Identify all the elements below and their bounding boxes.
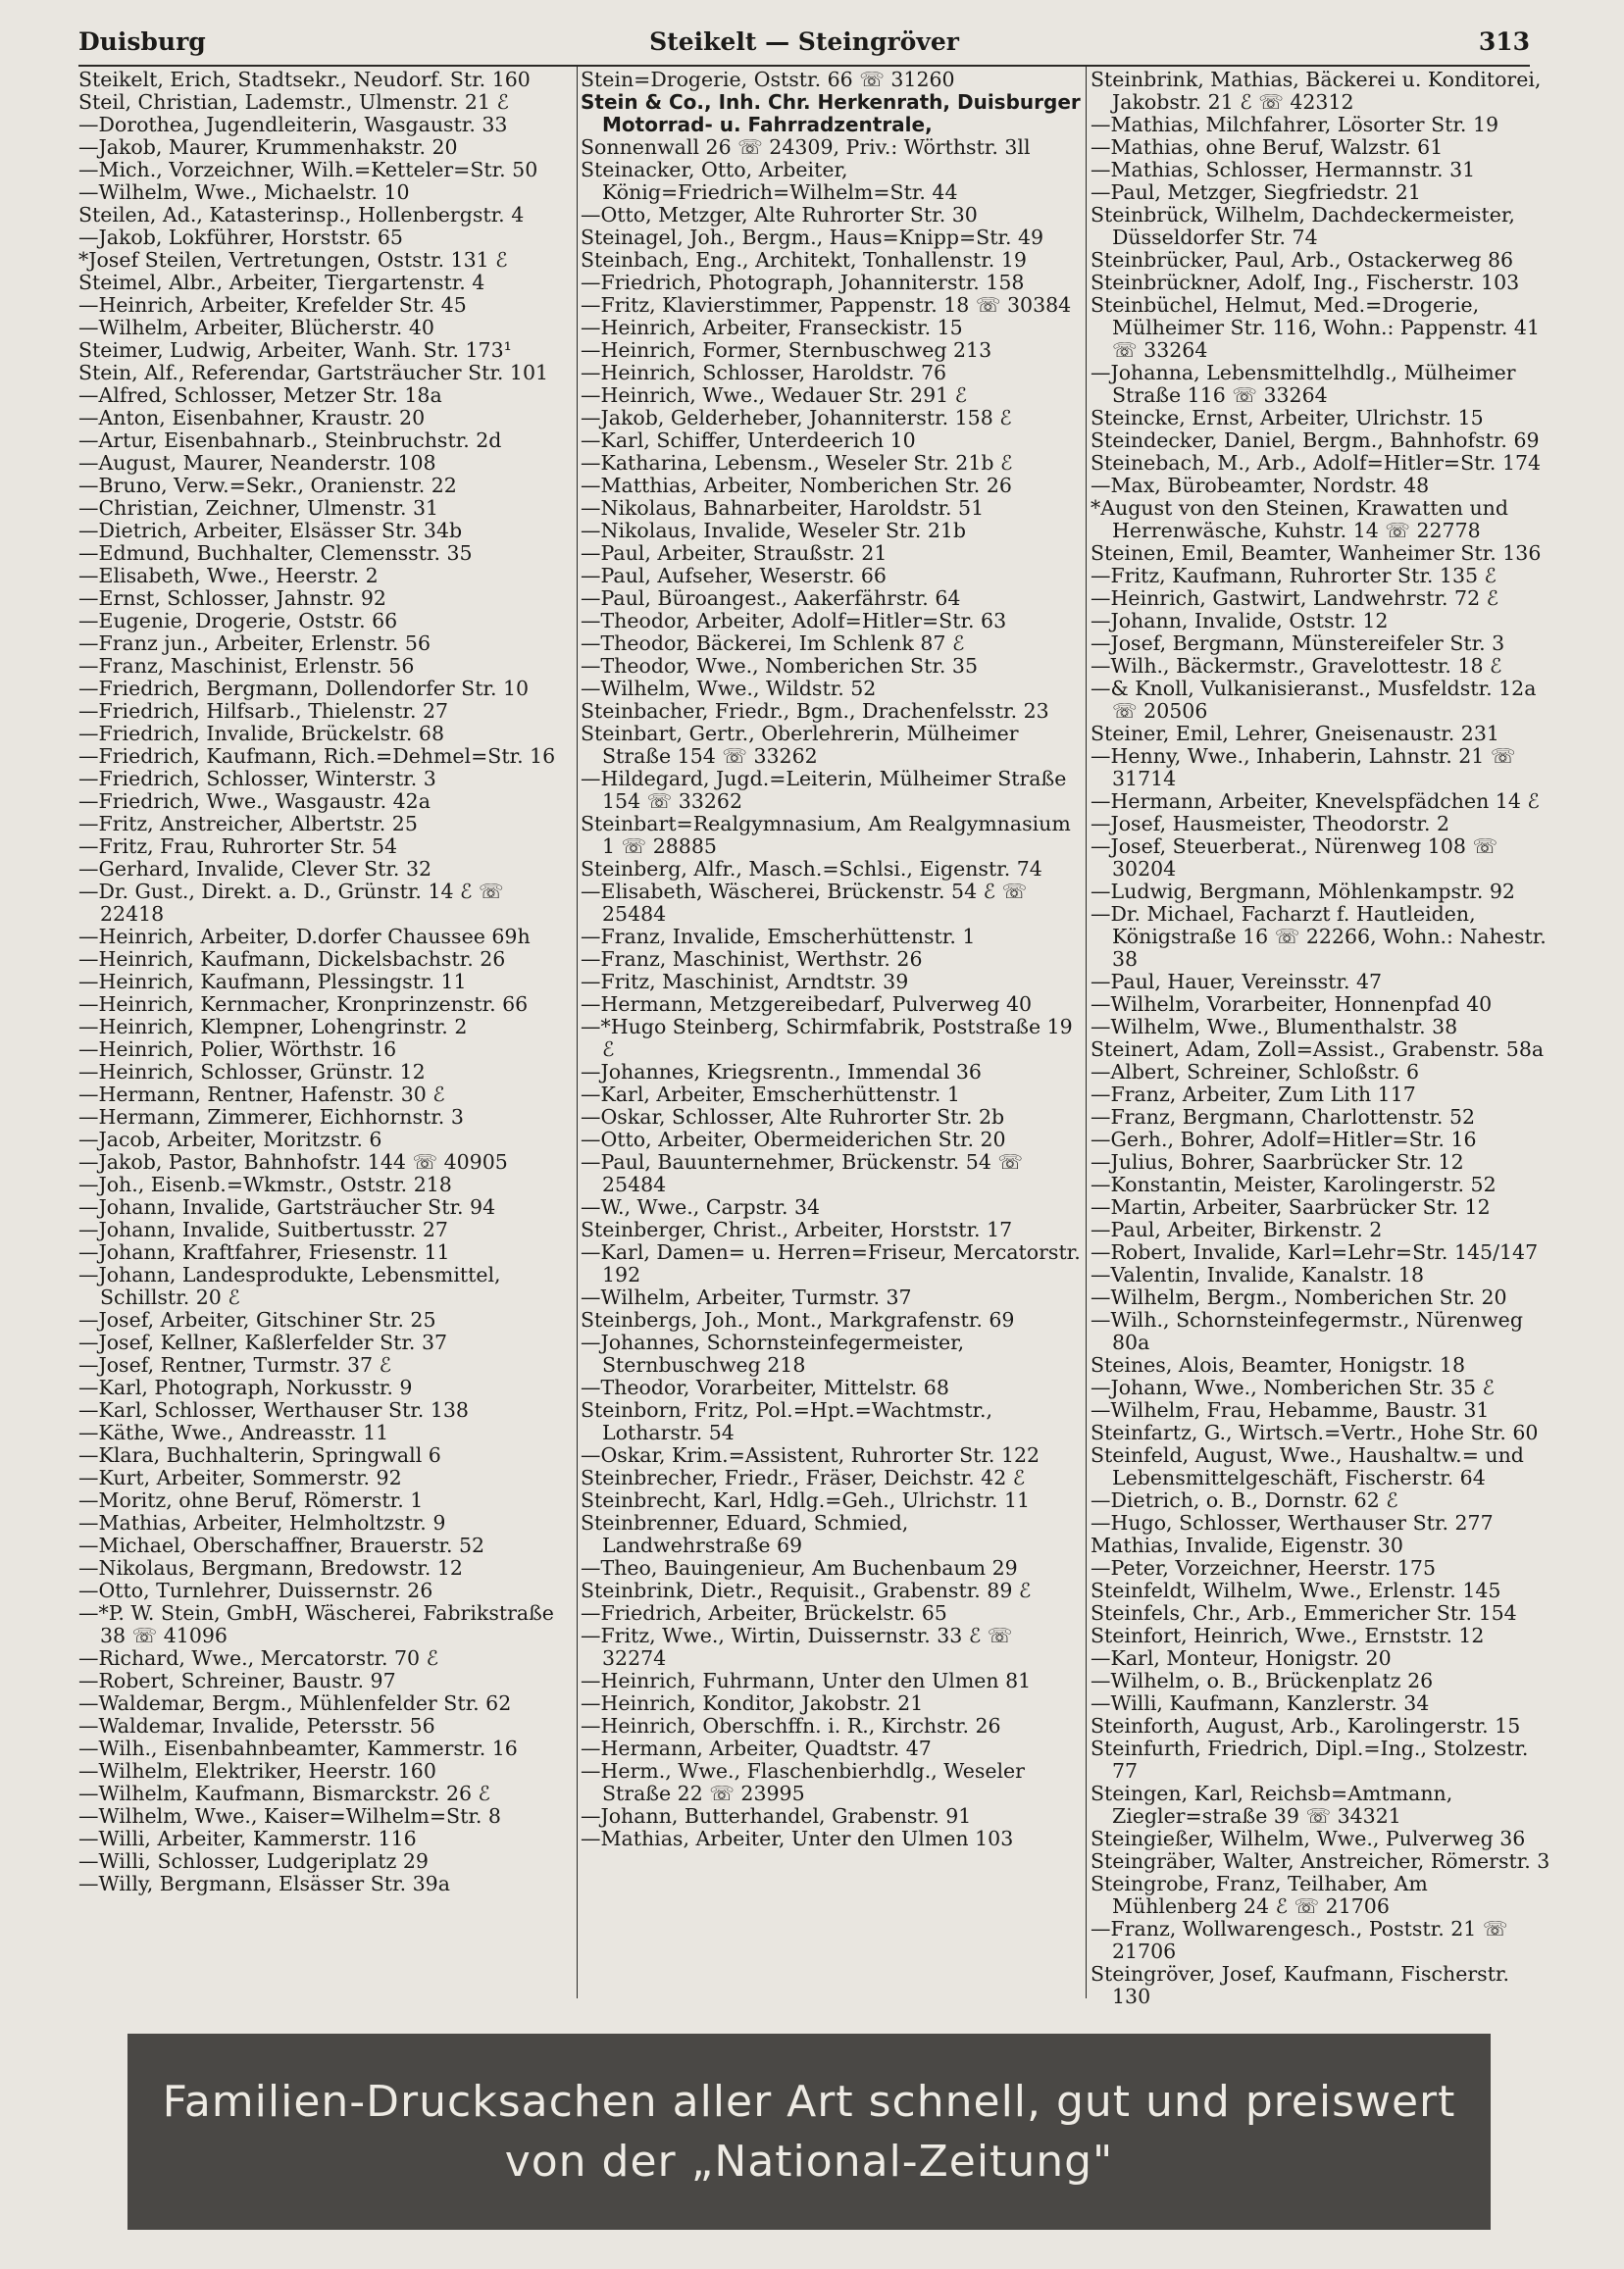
directory-entry: —Karl, Arbeiter, Emscherhüttenstr. 1	[581, 1083, 960, 1106]
directory-entry: —Franz, Arbeiter, Zum Lith 117	[1091, 1083, 1416, 1106]
directory-entry: —Alfred, Schlosser, Metzer Str. 18a	[78, 383, 442, 407]
directory-entry: Steinbart=Realgymnasium, Am Realgymnasium 1 ☏ 28885	[581, 812, 1078, 858]
directory-entry: Steines, Alois, Beamter, Honigstr. 18	[1091, 1353, 1466, 1377]
directory-entry: Steinbrückner, Adolf, Ing., Fischerstr. 103	[1091, 271, 1520, 294]
directory-entry: —Michael, Oberschaffner, Brauerstr. 52	[78, 1534, 485, 1557]
directory-entry: —*Hugo Steinberg, Schirmfabrik, Poststraße 19 ℰ	[581, 1015, 1080, 1061]
directory-entry: —Wilhelm, Elektriker, Heerstr. 160	[78, 1759, 436, 1783]
directory-entry: —Paul, Hauer, Vereinsstr. 47	[1091, 970, 1383, 993]
directory-entry: —Theodor, Vorarbeiter, Mittelstr. 68	[581, 1376, 949, 1399]
directory-entry: —Johann, Butterhandel, Grabenstr. 91	[581, 1804, 972, 1828]
directory-entry: *Josef Steilen, Vertretungen, Oststr. 131 ℰ	[78, 248, 508, 272]
directory-entry: —Anton, Eisenbahner, Kraustr. 20	[78, 406, 426, 429]
directory-entry: —Henny, Wwe., Inhaberin, Lahnstr. 21 ☏ 31714	[1091, 744, 1523, 790]
directory-entry: —Karl, Schiffer, Unterdeerich 10	[581, 429, 916, 452]
directory-entry: —Heinrich, Wwe., Wedauer Str. 291 ℰ	[581, 383, 968, 407]
directory-entry: —Heinrich, Arbeiter, Krefelder Str. 45	[78, 293, 467, 317]
directory-entry: Steimel, Albr., Arbeiter, Tiergartenstr. 4	[78, 271, 485, 294]
directory-entry: —Friedrich, Photograph, Johanniterstr. 158	[581, 271, 1025, 294]
directory-entry: —Dr. Michael, Facharzt f. Hautleiden, Königstraße 16 ☏ 22266, Wohn.: Nahestr. 38	[1091, 902, 1553, 971]
directory-entry: Steinacker, Otto, Arbeiter, König=Friedrich=Wilhelm=Str. 44	[581, 158, 958, 204]
header-rule	[78, 65, 1530, 67]
directory-entry: Sonnenwall 26 ☏ 24309, Priv.: Wörthstr. 3ll	[581, 135, 1031, 159]
directory-entry: —Martin, Arbeiter, Saarbrücker Str. 12	[1091, 1195, 1491, 1219]
directory-entry: —Hildegard, Jugd.=Leiterin, Mülheimer Straße 154 ☏ 33262	[581, 767, 1073, 813]
directory-entry: —Johann, Kraftfahrer, Friesenstr. 11	[78, 1240, 450, 1264]
directory-entry: —August, Maurer, Neanderstr. 108	[78, 451, 436, 475]
directory-entry: —Willi, Schlosser, Ludgeriplatz 29	[78, 1849, 429, 1873]
directory-entry: —Friedrich, Wwe., Wasgaustr. 42a	[78, 789, 431, 813]
directory-entry: —Karl, Schlosser, Werthauser Str. 138	[78, 1398, 469, 1422]
directory-entry: —Hermann, Metzgereibedarf, Pulverweg 40	[581, 992, 1033, 1016]
directory-entry: Steinert, Adam, Zoll=Assist., Grabenstr. 58a	[1091, 1037, 1545, 1061]
directory-entry: —Katharina, Lebensm., Weseler Str. 21b ℰ	[581, 451, 1013, 475]
directory-entry: —Johannes, Kriegsrentn., Immendal 36	[581, 1060, 982, 1084]
directory-entry: Steinbrecht, Karl, Hdlg.=Geh., Ulrichstr. 11	[581, 1488, 1031, 1512]
directory-entry: Steinberger, Christ., Arbeiter, Horststr. 17	[581, 1218, 1013, 1241]
directory-entry: Steinbrecher, Friedr., Fräser, Deichstr. 42 ℰ	[581, 1466, 1026, 1489]
directory-entry: —Wilhelm, Bergm., Nomberichen Str. 20	[1091, 1286, 1507, 1309]
directory-entry: —Josef, Bergmann, Münstereifeler Str. 3	[1091, 631, 1505, 655]
directory-entry: Steinbüchel, Helmut, Med.=Drogerie, Mülheimer Str. 116, Wohn.: Pappenstr. 41 ☏ 33264	[1091, 293, 1547, 362]
directory-entry: —Mathias, ohne Beruf, Walzstr. 61	[1091, 135, 1444, 159]
directory-entry: —Karl, Photograph, Norkusstr. 9	[78, 1376, 413, 1399]
directory-entry: —Fritz, Klavierstimmer, Pappenstr. 18 ☏ 30384	[581, 293, 1072, 317]
directory-entry: —Dietrich, Arbeiter, Elsässer Str. 34b	[78, 519, 463, 542]
directory-entry: —Franz, Invalide, Emscherhüttenstr. 1	[581, 925, 976, 948]
directory-entry: —Friedrich, Kaufmann, Rich.=Dehmel=Str. 16	[78, 744, 556, 768]
directory-entry: —Theodor, Wwe., Nomberichen Str. 35	[581, 654, 979, 678]
directory-entry: Steinborn, Fritz, Pol.=Hpt.=Wachtmstr., Lotharstr. 54	[581, 1398, 999, 1444]
directory-entry: —Wilhelm, Wwe., Wildstr. 52	[581, 677, 877, 700]
directory-entry: —Waldemar, Bergm., Mühlenfelder Str. 62	[78, 1691, 512, 1715]
directory-entry: Steincke, Ernst, Arbeiter, Ulrichstr. 15	[1091, 406, 1484, 429]
directory-entry: —Eugenie, Drogerie, Oststr. 66	[78, 609, 398, 632]
directory-entry: —Heinrich, Kernmacher, Kronprinzenstr. 66	[78, 992, 529, 1016]
directory-entry: —Fritz, Kaufmann, Ruhrorter Str. 135 ℰ	[1091, 564, 1497, 587]
directory-entry: —Jacob, Arbeiter, Moritzstr. 6	[78, 1128, 382, 1151]
directory-entry: —Hermann, Arbeiter, Knevelspfädchen 14 ℰ	[1091, 789, 1540, 813]
directory-entry: —Josef, Arbeiter, Gitschiner Str. 25	[78, 1308, 436, 1332]
directory-entry: —Nikolaus, Bergmann, Bredowstr. 12	[78, 1556, 463, 1580]
directory-entry: —Peter, Vorzeichner, Heerstr. 175	[1091, 1556, 1437, 1580]
header-city: Duisburg	[78, 27, 206, 56]
directory-entry: Stein, Alf., Referendar, Gartsträucher Str. 101	[78, 361, 549, 384]
directory-entry: Steingräber, Walter, Anstreicher, Römerstr. 3	[1091, 1849, 1550, 1873]
directory-entry: —Friedrich, Hilfsarb., Thielenstr. 27	[78, 699, 449, 723]
directory-entry: Steinagel, Joh., Bergm., Haus=Knipp=Str. 49	[581, 226, 1044, 249]
directory-entry: Steinforth, August, Arb., Karolingerstr. 15	[1091, 1714, 1521, 1738]
directory-entry: —Otto, Arbeiter, Obermeiderichen Str. 20	[581, 1128, 1006, 1151]
directory-entry: —Jakob, Gelderheber, Johanniterstr. 158 ℰ	[581, 406, 1012, 429]
directory-entry: —Moritz, ohne Beruf, Römerstr. 1	[78, 1488, 424, 1512]
directory-entry: —Ludwig, Bergmann, Möhlenkampstr. 92	[1091, 880, 1515, 903]
directory-entry: —Johann, Invalide, Oststr. 12	[1091, 609, 1389, 632]
directory-entry: —Fritz, Anstreicher, Albertstr. 25	[78, 812, 418, 835]
directory-entry: Stein & Co., Inh. Chr. Herkenrath, Duisburger Motorrad- u. Fahrradzentrale,	[581, 90, 1088, 136]
directory-entry: —Gerh., Bohrer, Adolf=Hitler=Str. 16	[1091, 1128, 1477, 1151]
directory-entry: —Heinrich, Polier, Wörthstr. 16	[78, 1037, 397, 1061]
directory-entry: —Robert, Invalide, Karl=Lehr=Str. 145/147	[1091, 1240, 1539, 1264]
directory-entry: Steil, Christian, Lademstr., Ulmenstr. 21 ℰ	[78, 90, 509, 114]
directory-entry: —Josef, Kellner, Kaßlerfelder Str. 37	[78, 1331, 448, 1354]
directory-entry: —Konstantin, Meister, Karolingerstr. 52	[1091, 1173, 1497, 1196]
banner-line-2: von der „National-Zeitung"	[504, 2137, 1114, 2187]
page-number: 313	[1478, 27, 1530, 56]
directory-entry: —Hugo, Schlosser, Werthauser Str. 277	[1091, 1511, 1494, 1535]
directory-entry: —Josef, Rentner, Turmstr. 37 ℰ	[78, 1353, 391, 1377]
directory-entry: —Heinrich, Schlosser, Grünstr. 12	[78, 1060, 426, 1084]
directory-entry: —Wilhelm, Arbeiter, Turmstr. 37	[581, 1286, 912, 1309]
directory-entry: Steindecker, Daniel, Bergm., Bahnhofstr. 69	[1091, 429, 1540, 452]
column-divider	[1086, 67, 1087, 1998]
directory-entry: Steinbrink, Dietr., Requisit., Grabenstr. 89 ℰ	[581, 1579, 1032, 1602]
directory-entry: —Edmund, Buchhalter, Clemensstr. 35	[78, 541, 473, 565]
directory-entry: Steingen, Karl, Reichsb=Amtmann, Ziegler=straße 39 ☏ 34321	[1091, 1782, 1459, 1828]
directory-entry: —Jakob, Lokführer, Horststr. 65	[78, 226, 403, 249]
directory-entry: —Hermann, Zimmerer, Eichhornstr. 3	[78, 1105, 464, 1129]
directory-entry: Steinen, Emil, Beamter, Wanheimer Str. 136	[1091, 541, 1542, 565]
directory-entry: Steinbart, Gertr., Oberlehrerin, Mülheimer Straße 154 ☏ 33262	[581, 722, 1026, 768]
directory-entry: —Karl, Damen= u. Herren=Friseur, Mercatorstr. 192	[581, 1240, 1088, 1286]
directory-entry: —Gerhard, Invalide, Clever Str. 32	[78, 857, 432, 881]
directory-entry: Steinbrück, Wilhelm, Dachdeckermeister, Düsseldorfer Str. 74	[1091, 203, 1522, 249]
directory-entry: —Heinrich, Kaufmann, Plessingstr. 11	[78, 970, 467, 993]
directory-entry: Steiner, Emil, Lehrer, Gneisenaustr. 231	[1091, 722, 1499, 745]
directory-entry: —Robert, Schreiner, Baustr. 97	[78, 1669, 396, 1692]
directory-entry: —Matthias, Arbeiter, Nomberichen Str. 26	[581, 474, 1012, 497]
directory-entry: Mathias, Invalide, Eigenstr. 30	[1091, 1534, 1403, 1557]
directory-entry: —Paul, Arbeiter, Straußstr. 21	[581, 541, 888, 565]
directory-entry: —Hermann, Rentner, Hafenstr. 30 ℰ	[78, 1083, 445, 1106]
directory-entry: Steingröver, Josef, Kaufmann, Fischerstr. 130	[1091, 1962, 1516, 2008]
directory-entry: Steinbach, Eng., Architekt, Tonhallenstr. 19	[581, 248, 1027, 272]
directory-entry: —Elisabeth, Wäscherei, Brückenstr. 54 ℰ ☏ 25484	[581, 880, 1034, 926]
directory-entry: —Heinrich, Arbeiter, Franseckistr. 15	[581, 316, 963, 339]
directory-entry: —Josef, Steuerberat., Nürenweg 108 ☏ 30204	[1091, 834, 1504, 881]
directory-entry: Steilen, Ad., Katasterinsp., Hollenbergstr. 4	[78, 203, 525, 227]
directory-entry: —Mathias, Milchfahrer, Lösorter Str. 19	[1091, 113, 1499, 136]
directory-entry: —Willi, Kaufmann, Kanzlerstr. 34	[1091, 1691, 1430, 1715]
directory-entry: Steinebach, M., Arb., Adolf=Hitler=Str. 174	[1091, 451, 1542, 475]
directory-entry: —Otto, Turnlehrer, Duissernstr. 26	[78, 1579, 433, 1602]
directory-entry: —Paul, Metzger, Siegfriedstr. 21	[1091, 180, 1421, 204]
directory-entry: —Willy, Bergmann, Elsässer Str. 39a	[78, 1872, 450, 1895]
directory-entry: —Jakob, Maurer, Krummenhakstr. 20	[78, 135, 458, 159]
directory-entry: Steinfurth, Friedrich, Dipl.=Ing., Stolzestr. 77	[1091, 1737, 1535, 1783]
directory-column-3	[1091, 68, 1553, 2008]
directory-entry: —Johannes, Schornsteinfegermeister, Sternbuschweg 218	[581, 1331, 971, 1377]
directory-entry: —Valentin, Invalide, Kanalstr. 18	[1091, 1263, 1425, 1286]
directory-entry: Steinbacher, Friedr., Bgm., Drachenfelsstr. 23	[581, 699, 1049, 723]
directory-entry: Steinberg, Alfr., Masch.=Schlsi., Eigenstr. 74	[581, 857, 1042, 881]
directory-entry: —Ernst, Schlosser, Jahnstr. 92	[78, 586, 386, 610]
directory-entry: —Josef, Hausmeister, Theodorstr. 2	[1091, 812, 1450, 835]
directory-entry: Steinfels, Chr., Arb., Emmericher Str. 154	[1091, 1601, 1517, 1625]
directory-entry: —Wilhelm, Vorarbeiter, Honnenpfad 40	[1091, 992, 1493, 1016]
directory-entry: —Theodor, Bäckerei, Im Schlenk 87 ℰ	[581, 631, 965, 655]
directory-entry: —Mich., Vorzeichner, Wilh.=Ketteler=Str. 50	[78, 158, 538, 181]
directory-entry: —Max, Bürobeamter, Nordstr. 48	[1091, 474, 1430, 497]
directory-entry: —Mathias, Schlosser, Hermannstr. 31	[1091, 158, 1476, 181]
directory-entry: —Friedrich, Schlosser, Winterstr. 3	[78, 767, 436, 790]
directory-entry: Steinbrücker, Paul, Arb., Ostackerweg 86	[1091, 248, 1514, 272]
directory-column-1	[78, 69, 574, 2000]
directory-entry: —Nikolaus, Invalide, Weseler Str. 21b	[581, 519, 967, 542]
directory-entry: —Wilhelm, Wwe., Kaiser=Wilhelm=Str. 8	[78, 1804, 501, 1828]
directory-entry: Steinfartz, G., Wirtsch.=Vertr., Hohe Str. 60	[1091, 1421, 1539, 1444]
directory-entry: Steingießer, Wilhelm, Wwe., Pulverweg 36	[1091, 1827, 1526, 1850]
directory-entry: —Heinrich, Kaufmann, Dickelsbachstr. 26	[78, 947, 506, 971]
directory-entry: —Wilhelm, Kaufmann, Bismarckstr. 26 ℰ	[78, 1782, 490, 1805]
directory-entry: Steinfeld, August, Wwe., Haushaltw.= und Lebensmittelgeschäft, Fischerstr. 64	[1091, 1443, 1531, 1489]
directory-entry: —Paul, Arbeiter, Birkenstr. 2	[1091, 1218, 1383, 1241]
directory-entry: —Elisabeth, Wwe., Heerstr. 2	[78, 564, 379, 587]
directory-entry: —Heinrich, Arbeiter, D.dorfer Chaussee 69h	[78, 925, 531, 948]
directory-entry: —Theodor, Arbeiter, Adolf=Hitler=Str. 63	[581, 609, 1007, 632]
directory-entry: Steinbrenner, Eduard, Schmied, Landwehrstraße 69	[581, 1511, 915, 1557]
directory-entry: Steimer, Ludwig, Arbeiter, Wanh. Str. 173¹	[78, 338, 512, 362]
directory-entry: —Franz, Bergmann, Charlottenstr. 52	[1091, 1105, 1476, 1129]
directory-entry: —Heinrich, Fuhrmann, Unter den Ulmen 81	[581, 1669, 1032, 1692]
directory-entry: —Waldemar, Invalide, Petersstr. 56	[78, 1714, 435, 1738]
header-range: Steikelt — Steingröver	[649, 27, 959, 56]
directory-entry: —Artur, Eisenbahnarb., Steinbruchstr. 2d	[78, 429, 502, 452]
directory-entry: *August von den Steinen, Krawatten und Herrenwäsche, Kuhstr. 14 ☏ 22778	[1091, 496, 1515, 542]
directory-entry: —Nikolaus, Bahnarbeiter, Haroldstr. 51	[581, 496, 985, 520]
directory-entry: —Heinrich, Oberschffn. i. R., Kirchstr. 26	[581, 1714, 1001, 1738]
directory-entry: —Paul, Bauunternehmer, Brückenstr. 54 ☏ 25484	[581, 1150, 1030, 1196]
directory-entry: —Richard, Wwe., Mercatorstr. 70 ℰ	[78, 1646, 439, 1670]
directory-entry: —Theo, Bauingenieur, Am Buchenbaum 29	[581, 1556, 1018, 1580]
directory-entry: —Johanna, Lebensmittelhdlg., Mülheimer Straße 116 ☏ 33264	[1091, 361, 1523, 407]
directory-entry: —Julius, Bohrer, Saarbrücker Str. 12	[1091, 1150, 1464, 1174]
directory-entry: —Wilh., Schornsteinfegermstr., Nürenweg 80a	[1091, 1308, 1530, 1354]
directory-entry: —Johann, Landesprodukte, Lebensmittel, Schillstr. 20 ℰ	[78, 1263, 508, 1309]
directory-entry: —Klara, Buchhalterin, Springwall 6	[78, 1443, 441, 1467]
column-divider	[577, 67, 578, 1998]
directory-entry: —Dorothea, Jugendleiterin, Wasgaustr. 33	[78, 113, 508, 136]
directory-entry: Steinbergs, Joh., Mont., Markgrafenstr. 69	[581, 1308, 1015, 1332]
directory-entry: Steinfeldt, Wilhelm, Wwe., Erlenstr. 145	[1091, 1579, 1501, 1602]
directory-entry: —Johann, Invalide, Suitbertusstr. 27	[78, 1218, 448, 1241]
directory-entry: —Franz, Maschinist, Erlenstr. 56	[78, 654, 415, 678]
directory-entry: —Dietrich, o. B., Dornstr. 62 ℰ	[1091, 1488, 1398, 1512]
directory-column-2	[581, 68, 1088, 2000]
directory-entry: —Wilhelm, Wwe., Michaelstr. 10	[78, 180, 410, 204]
directory-entry: —Heinrich, Konditor, Jakobstr. 21	[581, 1691, 924, 1715]
directory-entry: —Joh., Eisenb.=Wkmstr., Oststr. 218	[78, 1173, 452, 1196]
directory-entry: —Johann, Wwe., Nomberichen Str. 35 ℰ	[1091, 1376, 1495, 1399]
page-header	[78, 27, 1530, 65]
directory-entry: —Oskar, Krim.=Assistent, Ruhrorter Str. 122	[581, 1443, 1040, 1467]
directory-entry: —Kurt, Arbeiter, Sommerstr. 92	[78, 1466, 402, 1489]
directory-entry: —Wilhelm, Wwe., Blumenthalstr. 38	[1091, 1015, 1458, 1038]
directory-entry: —& Knoll, Vulkanisieranst., Musfeldstr. 12a ☏ 20506	[1091, 677, 1543, 723]
directory-entry: —Wilhelm, Arbeiter, Blücherstr. 40	[78, 316, 434, 339]
directory-entry: —Mathias, Arbeiter, Unter den Ulmen 103	[581, 1827, 1014, 1850]
directory-entry: —Mathias, Arbeiter, Helmholtzstr. 9	[78, 1511, 446, 1535]
directory-entry: —Fritz, Frau, Ruhrorter Str. 54	[78, 834, 398, 858]
directory-entry: —Heinrich, Gastwirt, Landwehrstr. 72 ℰ	[1091, 586, 1499, 610]
banner-line-1: Familien-Drucksachen aller Art schnell, gut und preiswert	[162, 2077, 1456, 2127]
directory-entry: Steinfort, Heinrich, Wwe., Ernststr. 12	[1091, 1624, 1485, 1647]
directory-entry: —Jakob, Pastor, Bahnhofstr. 144 ☏ 40905	[78, 1150, 508, 1174]
directory-entry: —Herm., Wwe., Flaschenbierhdlg., Weseler Straße 22 ☏ 23995	[581, 1759, 1032, 1805]
directory-entry: —Heinrich, Former, Sternbuschweg 213	[581, 338, 992, 362]
directory-entry: —Franz, Maschinist, Werthstr. 26	[581, 947, 923, 971]
directory-entry: —Wilhelm, o. B., Brückenplatz 26	[1091, 1669, 1434, 1692]
directory-entry: Steingrobe, Franz, Teilhaber, Am Mühlenberg 24 ℰ ☏ 21706	[1091, 1872, 1435, 1918]
directory-entry: —Friedrich, Arbeiter, Brückelstr. 65	[581, 1601, 947, 1625]
directory-entry: —Käthe, Wwe., Andreasstr. 11	[78, 1421, 389, 1444]
directory-entry: —Wilh., Eisenbahnbeamter, Kammerstr. 16	[78, 1737, 518, 1760]
directory-entry: —Oskar, Schlosser, Alte Ruhrorter Str. 2b	[581, 1105, 1005, 1129]
directory-entry: —Fritz, Maschinist, Arndtstr. 39	[581, 970, 909, 993]
advertisement-banner	[127, 2034, 1491, 2230]
directory-entry: —Christian, Zeichner, Ulmenstr. 31	[78, 496, 439, 520]
directory-entry: —Albert, Schreiner, Schloßstr. 6	[1091, 1060, 1420, 1084]
directory-entry: —Fritz, Wwe., Wirtin, Duissernstr. 33 ℰ ☏ 32274	[581, 1624, 1019, 1670]
directory-entry: —Wilh., Bäckermstr., Gravelottestr. 18 ℰ	[1091, 654, 1502, 678]
directory-entry: —Dr. Gust., Direkt. a. D., Grünstr. 14 ℰ ☏ 22418	[78, 880, 511, 926]
directory-entry: —Karl, Monteur, Honigstr. 20	[1091, 1646, 1392, 1670]
directory-entry: —*P. W. Stein, GmbH, Wäscherei, Fabrikstraße 38 ☏ 41096	[78, 1601, 561, 1647]
directory-entry: —Paul, Aufseher, Weserstr. 66	[581, 564, 887, 587]
directory-entry: —Johann, Invalide, Gartsträucher Str. 94	[78, 1195, 496, 1219]
directory-entry: —Heinrich, Schlosser, Haroldstr. 76	[581, 361, 947, 384]
directory-entry: —Friedrich, Invalide, Brückelstr. 68	[78, 722, 444, 745]
directory-entry: —Franz jun., Arbeiter, Erlenstr. 56	[78, 631, 431, 655]
directory-entry: —Franz, Wollwarengesch., Poststr. 21 ☏ 21706	[1091, 1917, 1514, 1963]
directory-entry: —Otto, Metzger, Alte Ruhrorter Str. 30	[581, 203, 978, 227]
directory-entry: —Willi, Arbeiter, Kammerstr. 116	[78, 1827, 417, 1850]
directory-entry: —Bruno, Verw.=Sekr., Oranienstr. 22	[78, 474, 457, 497]
directory-entry: —W., Wwe., Carpstr. 34	[581, 1195, 821, 1219]
directory-entry: —Friedrich, Bergmann, Dollendorfer Str. 10	[78, 677, 530, 700]
directory-entry: —Heinrich, Klempner, Lohengrinstr. 2	[78, 1015, 468, 1038]
directory-entry: —Hermann, Arbeiter, Quadtstr. 47	[581, 1737, 932, 1760]
directory-entry: Stein=Drogerie, Oststr. 66 ☏ 31260	[581, 68, 955, 91]
directory-entry: —Wilhelm, Frau, Hebamme, Baustr. 31	[1091, 1398, 1490, 1422]
directory-entry: Steikelt, Erich, Stadtsekr., Neudorf. Str. 160	[78, 68, 531, 91]
directory-entry: —Paul, Büroangest., Aakerfährstr. 64	[581, 586, 961, 610]
directory-entry: Steinbrink, Mathias, Bäckerei u. Konditorei, Jakobstr. 21 ℰ ☏ 42312	[1091, 68, 1548, 114]
